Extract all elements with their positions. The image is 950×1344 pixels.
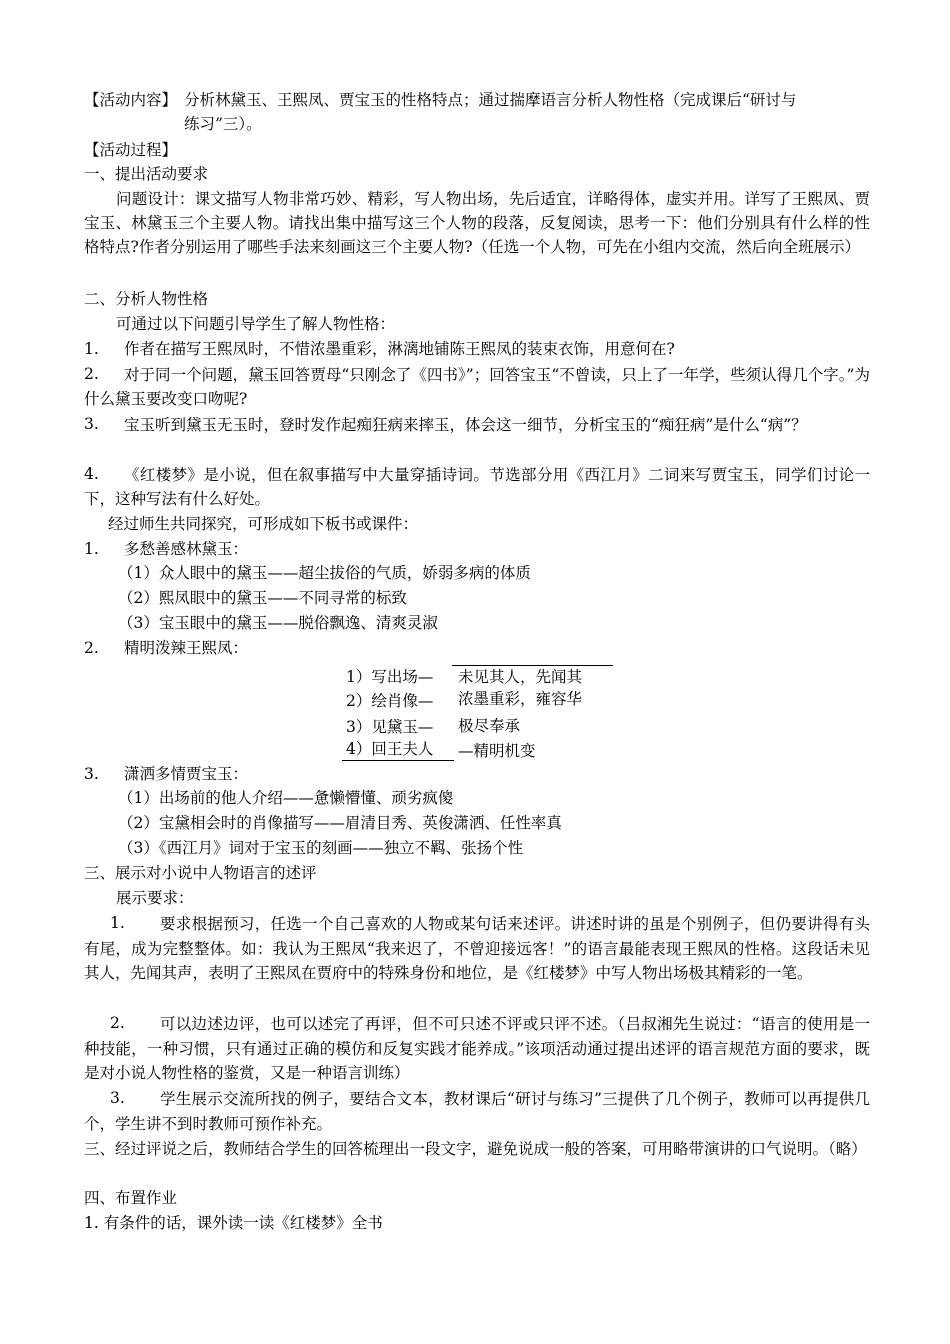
section-1-paragraph: 问题设计：课文描写人物非常巧妙、精彩，写人物出场，先后适宜，详略得体，虚实并用。详写了王熙凤、贾宝玉、林黛玉三个主要人物。请找出集中描写这三个人物的段落，反复阅读，思考一下：他们分别具有什么样的性格特点?作者分别运用了哪些手法来刻画这三个主要人物?（任选一个人物，可先在小组内交流，然后向全班展示）: [84, 190, 870, 256]
board-2-number: 2.: [84, 639, 99, 657]
question-1-text: 作者在描写王熙凤时，不惜浓墨重彩，淋漓地铺陈王熙凤的装束衣饰，用意何在?: [124, 340, 675, 358]
board-3-item: （2）宝黛相会时的肖像描写——眉清目秀、英俊潇洒、任性率真: [118, 814, 562, 832]
question-2-number: 2.: [84, 365, 99, 383]
board-intro: 经过师生共同探究，可形成如下板书或课件：: [108, 515, 419, 533]
section-1-heading: 一、提出活动要求: [84, 165, 209, 183]
section-2-intro: 可通过以下问题引导学生了解人物性格：: [116, 315, 396, 333]
table-right-cell: 浓墨重彩，雍容华: [458, 690, 583, 708]
section-2-heading: 二、分析人物性格: [84, 290, 209, 308]
summary-paragraph: 三、经过评说之后，教师结合学生的回答梳理出一段文字，避免说成一般的答案，可用略带演讲的口气说明。（略）: [84, 1140, 867, 1158]
table-right-cell: 未见其人，先闻其: [458, 668, 583, 686]
table-left-cell: 2）绘肖像—: [346, 692, 434, 710]
activity-content-label: 【活动内容】: [84, 91, 178, 109]
board-1-item: （3）宝玉眼中的黛玉——脱俗飘逸、清爽灵淑: [118, 614, 438, 632]
requirement-2-number: 2.: [110, 1014, 125, 1032]
board-2-title: 精明泼辣王熙凤：: [124, 639, 249, 657]
question-3-text: 宝玉听到黛玉无玉时，登时发作起痴狂病来摔玉，体会这一细节，分析宝玉的“痴狂病”是什么“病”？: [124, 416, 807, 434]
board-1-title: 多愁善感林黛玉：: [124, 540, 249, 558]
board-3-number: 3.: [84, 765, 99, 783]
section-4-heading: 四、布置作业: [84, 1189, 178, 1207]
table-left-cell: 4）回王夫人: [346, 740, 434, 758]
question-4-text: 《红楼梦》是小说，但在叙事描写中大量穿插诗词。节选部分用《西江月》二词来写贾宝玉，同学们讨论一下，这种写法有什么好处。: [84, 466, 870, 508]
requirement-3-number: 3.: [110, 1089, 125, 1107]
homework-item: 1. 有条件的话，课外读一读《红楼梦》全书: [84, 1214, 383, 1232]
table-right-cell: 极尽奉承: [458, 717, 521, 735]
board-1-item: （1）众人眼中的黛玉——超尘拔俗的气质，娇弱多病的体质: [118, 564, 531, 582]
requirement-2-text: 可以边述边评，也可以述完了再评，但不可只述不评或只评不述。（吕叔湘先生说过：“语言的使用是一种技能，一种习惯，只有通过正确的模仿和反复实践才能养成。”该项活动通过提出述评的语言规范方面的要求，既是对小说人物性格的鉴赏，又是一种语言训练）: [84, 1015, 870, 1082]
table-right-cell: —精明机变: [458, 742, 536, 760]
question-1-number: 1.: [84, 340, 99, 358]
requirement-1-number: 1.: [110, 914, 125, 932]
board-1-item: （2）熙凤眼中的黛玉——不同寻常的标致: [118, 589, 407, 607]
activity-content-text: 分析林黛玉、王熙凤、贾宝玉的性格特点；通过揣摩语言分析人物性格（完成课后“研讨与: [184, 91, 797, 109]
table-bottom-rule: [342, 760, 454, 761]
table-left-cell: 3）见黛玉—: [346, 718, 434, 736]
section-3-heading: 三、展示对小说中人物语言的述评: [84, 864, 317, 882]
board-3-title: 潇洒多情贾宝玉：: [124, 765, 249, 783]
board-3-item: （1）出场前的他人介绍——惫懒懵懂、顽劣疯傻: [118, 789, 454, 807]
board-1-number: 1.: [84, 540, 99, 558]
activity-process-label: 【活动过程】: [84, 141, 178, 159]
requirement-1-text: 要求根据预习，任选一个自己喜欢的人物或某句话来述评。讲述时讲的虽是个别例子，但仍要讲得有头有尾，成为完整整体。如：我认为王熙凤“我来迟了，不曾迎接远客！”的语言最能表现王熙凤的性格。这段话未见其人，先闻其声，表明了王熙凤在贾府中的特殊身份和地位，是《红楼梦》中写人物出场极其精彩的一笔。: [84, 915, 870, 982]
activity-content-text-cont: 练习”三）。: [184, 115, 262, 133]
board-3-item: （3）《西江月》词对于宝玉的刻画——独立不羁、张扬个性: [118, 839, 524, 857]
question-3-number: 3.: [84, 415, 99, 433]
table-left-cell: 1）写出场—: [346, 668, 434, 686]
requirement-3-text: 学生展示交流所找的例子，要结合文本，教材课后“研讨与练习”三提供了几个例子，教师可以再提供几个，学生讲不到时教师可预作补充。: [84, 1090, 870, 1133]
section-3-requirements-label: 展示要求：: [116, 889, 194, 907]
question-2-text: 对于同一个问题，黛玉回答贾母“只刚念了《四书》”；回答宝玉“不曾读，只上了一年学，些须认得几个字。”为什么黛玉要改变口吻呢?: [84, 366, 870, 408]
question-4-number: 4.: [84, 465, 99, 483]
